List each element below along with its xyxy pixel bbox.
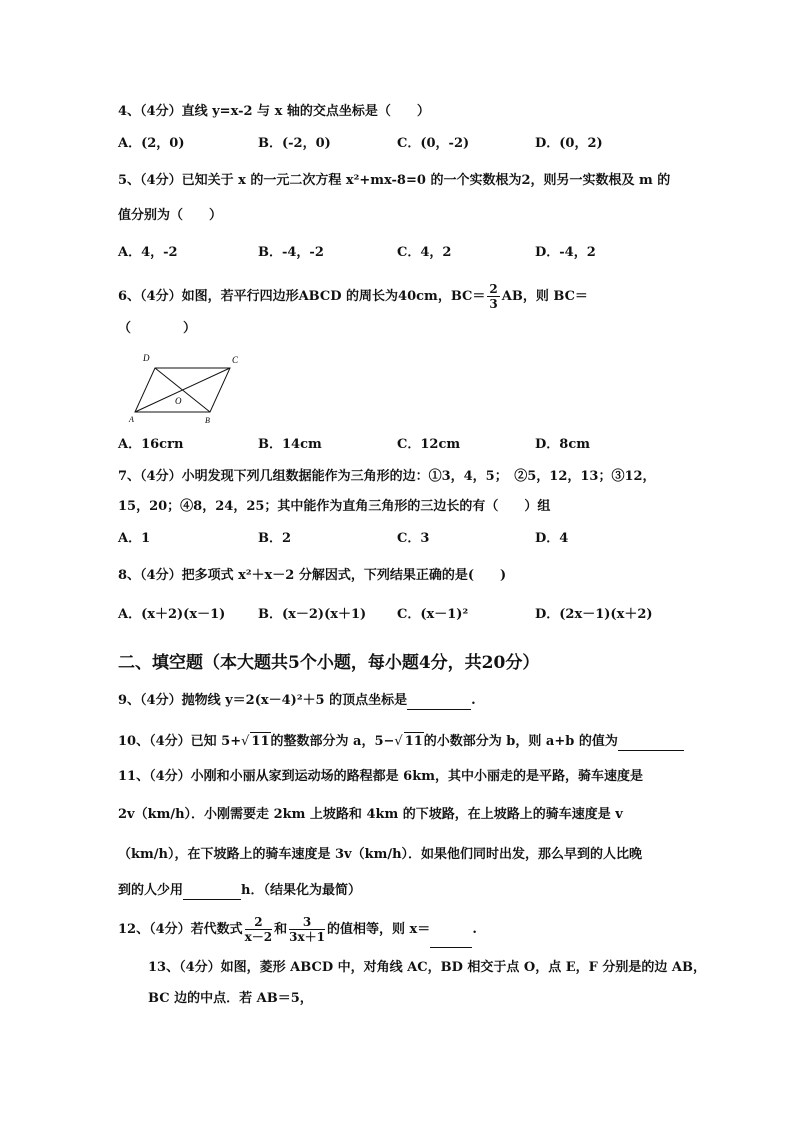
q5-stem-line1: 5、（4分）已知关于 x 的一元二次方程 x²+mx-8=0 的一个实数根为2，则另一实数根及 m 的 <box>118 173 671 188</box>
q4-option-a: A．(2，0) <box>118 136 185 151</box>
q8-option-d: D．(2x－1)(x＋2) <box>535 607 653 622</box>
q12-stem-end: . <box>472 922 477 937</box>
q7-stem-line2: 15，20；④8，24，25；其中能作为直角三角形的三边长的有（ ）组 <box>118 499 551 514</box>
q5-option-a: A．4，-2 <box>118 245 178 260</box>
q4-option-b: B．(-2，0) <box>258 136 331 151</box>
q7-stem-line1: 7、（4分）小明发现下列几组数据能作为三角形的边：①3，4，5； ②5，12，13；③12， <box>118 469 656 484</box>
q11-line4-post: h．（结果化为最简） <box>241 883 361 898</box>
q9-stem-post: . <box>471 693 476 708</box>
q6-option-a: A．16crn <box>118 437 184 452</box>
q6-stem-pre: 6、（4分）如图，若平行四边形ABCD 的周长为40cm，BC＝ <box>118 289 486 304</box>
q6-fraction-numerator: 2 <box>489 282 498 296</box>
q6-option-b: B．14cm <box>258 437 322 452</box>
q8-option-c: C．(x－1)² <box>397 607 469 622</box>
q10-radicand-2: 11 <box>404 734 423 749</box>
q10-stem-pre: 10、（4分）已知 5+ <box>118 734 242 749</box>
q6-stem-post: AB，则 BC＝ <box>501 289 588 304</box>
vertex-label-d: D <box>143 353 150 363</box>
q10-stem-mid: 的整数部分为 a，5− <box>270 734 395 749</box>
q8-stem: 8、（4分）把多项式 x²＋x－2 分解因式，下列结果正确的是( ) <box>118 568 507 583</box>
q5-option-c: C．4，2 <box>397 245 452 260</box>
q7-option-a: A．1 <box>118 531 151 546</box>
q12-fraction-1 <box>245 915 273 944</box>
q12-answer-blank[interactable] <box>430 933 472 948</box>
q12-stem-mid: 和 <box>274 922 288 937</box>
q5-stem-line2: 值分别为（ ） <box>118 208 223 223</box>
q6-stem-line2: （ ） <box>118 321 197 336</box>
q6-option-d: D．8cm <box>535 437 590 452</box>
parallelogram-figure <box>128 350 248 425</box>
q12-fraction-2 <box>289 915 325 944</box>
q8-option-a: A．(x＋2)(x－1) <box>118 607 226 622</box>
q4-option-c: C．(0，-2) <box>397 136 470 151</box>
q6-fraction-denominator: 3 <box>489 297 498 311</box>
q9-answer-blank[interactable] <box>407 695 471 710</box>
q11-line1: 11、（4分）小刚和小丽从家到运动场的路程都是 6km，其中小丽走的是平路，骑车速度是 <box>118 769 643 784</box>
q12-fraction-1-numerator: 2 <box>245 915 273 930</box>
q12-fraction-1-denominator: x－2 <box>244 930 273 944</box>
q10-radicand-1: 11 <box>251 734 270 749</box>
q6-stem <box>118 282 588 311</box>
q6-fraction <box>487 282 499 311</box>
q9-stem <box>118 692 476 710</box>
vertex-label-b: B <box>205 416 210 425</box>
q7-option-b: B．2 <box>258 531 292 546</box>
q10-stem-post: 的小数部分为 b，则 a+b 的值为 <box>423 734 618 749</box>
q12-stem-pre: 12、（4分）若代数式 <box>118 922 243 937</box>
q4-option-d: D．(0，2) <box>535 136 603 151</box>
section-heading-fill-in: 二、填空题（本大题共5个小题，每小题4分，共20分） <box>118 653 540 673</box>
q5-option-b: B．-4，-2 <box>258 245 324 260</box>
q13-line2: BC 边的中点．若 AB＝5， <box>148 991 313 1006</box>
q12-stem <box>118 912 477 948</box>
q10-answer-blank[interactable] <box>618 736 684 751</box>
q11-line3: （km/h），在下坡路上的骑车速度是 3v（km/h）．如果他们同时出发，那么早到的人比晚 <box>118 847 643 862</box>
q10-stem: 10、（4分）已知 5+√ 11的整数部分为 a，5−√ 11的小数部分为 b，则 a+b 的值为 <box>118 732 684 751</box>
q6-option-c: C．12cm <box>397 437 461 452</box>
vertex-label-a: A <box>129 415 134 424</box>
center-label-o: O <box>175 396 182 406</box>
q5-option-d: D．-4，2 <box>535 245 596 260</box>
q11-line4 <box>118 882 361 900</box>
q8-option-b: B．(x－2)(x＋1) <box>258 607 367 622</box>
q9-stem-pre: 9、（4分）抛物线 y＝2(x－4)²＋5 的顶点坐标是 <box>118 693 408 708</box>
q7-option-c: C．3 <box>397 531 430 546</box>
q11-answer-blank[interactable] <box>183 885 241 900</box>
vertex-label-c: C <box>232 355 239 365</box>
q12-fraction-2-denominator: 3x＋1 <box>289 930 326 944</box>
q13-line1: 13、（4分）如图，菱形 ABCD 中，对角线 AC，BD 相交于点 O，点 E，F 分别是的边 AB， <box>148 960 707 975</box>
q11-line4-pre: 到的人少用 <box>118 883 184 898</box>
q12-fraction-2-numerator: 3 <box>289 915 325 930</box>
q11-line2: 2v（km/h）．小刚需要走 2km 上坡路和 4km 的下坡路，在上坡路上的骑车速度是 v <box>118 807 623 822</box>
q4-stem: 4、（4分）直线 y=x-2 与 x 轴的交点坐标是（ ） <box>118 104 430 119</box>
q7-option-d: D．4 <box>535 531 569 546</box>
diagonal-bd <box>155 368 210 412</box>
q12-stem-post: 的值相等，则 x＝ <box>327 922 431 937</box>
